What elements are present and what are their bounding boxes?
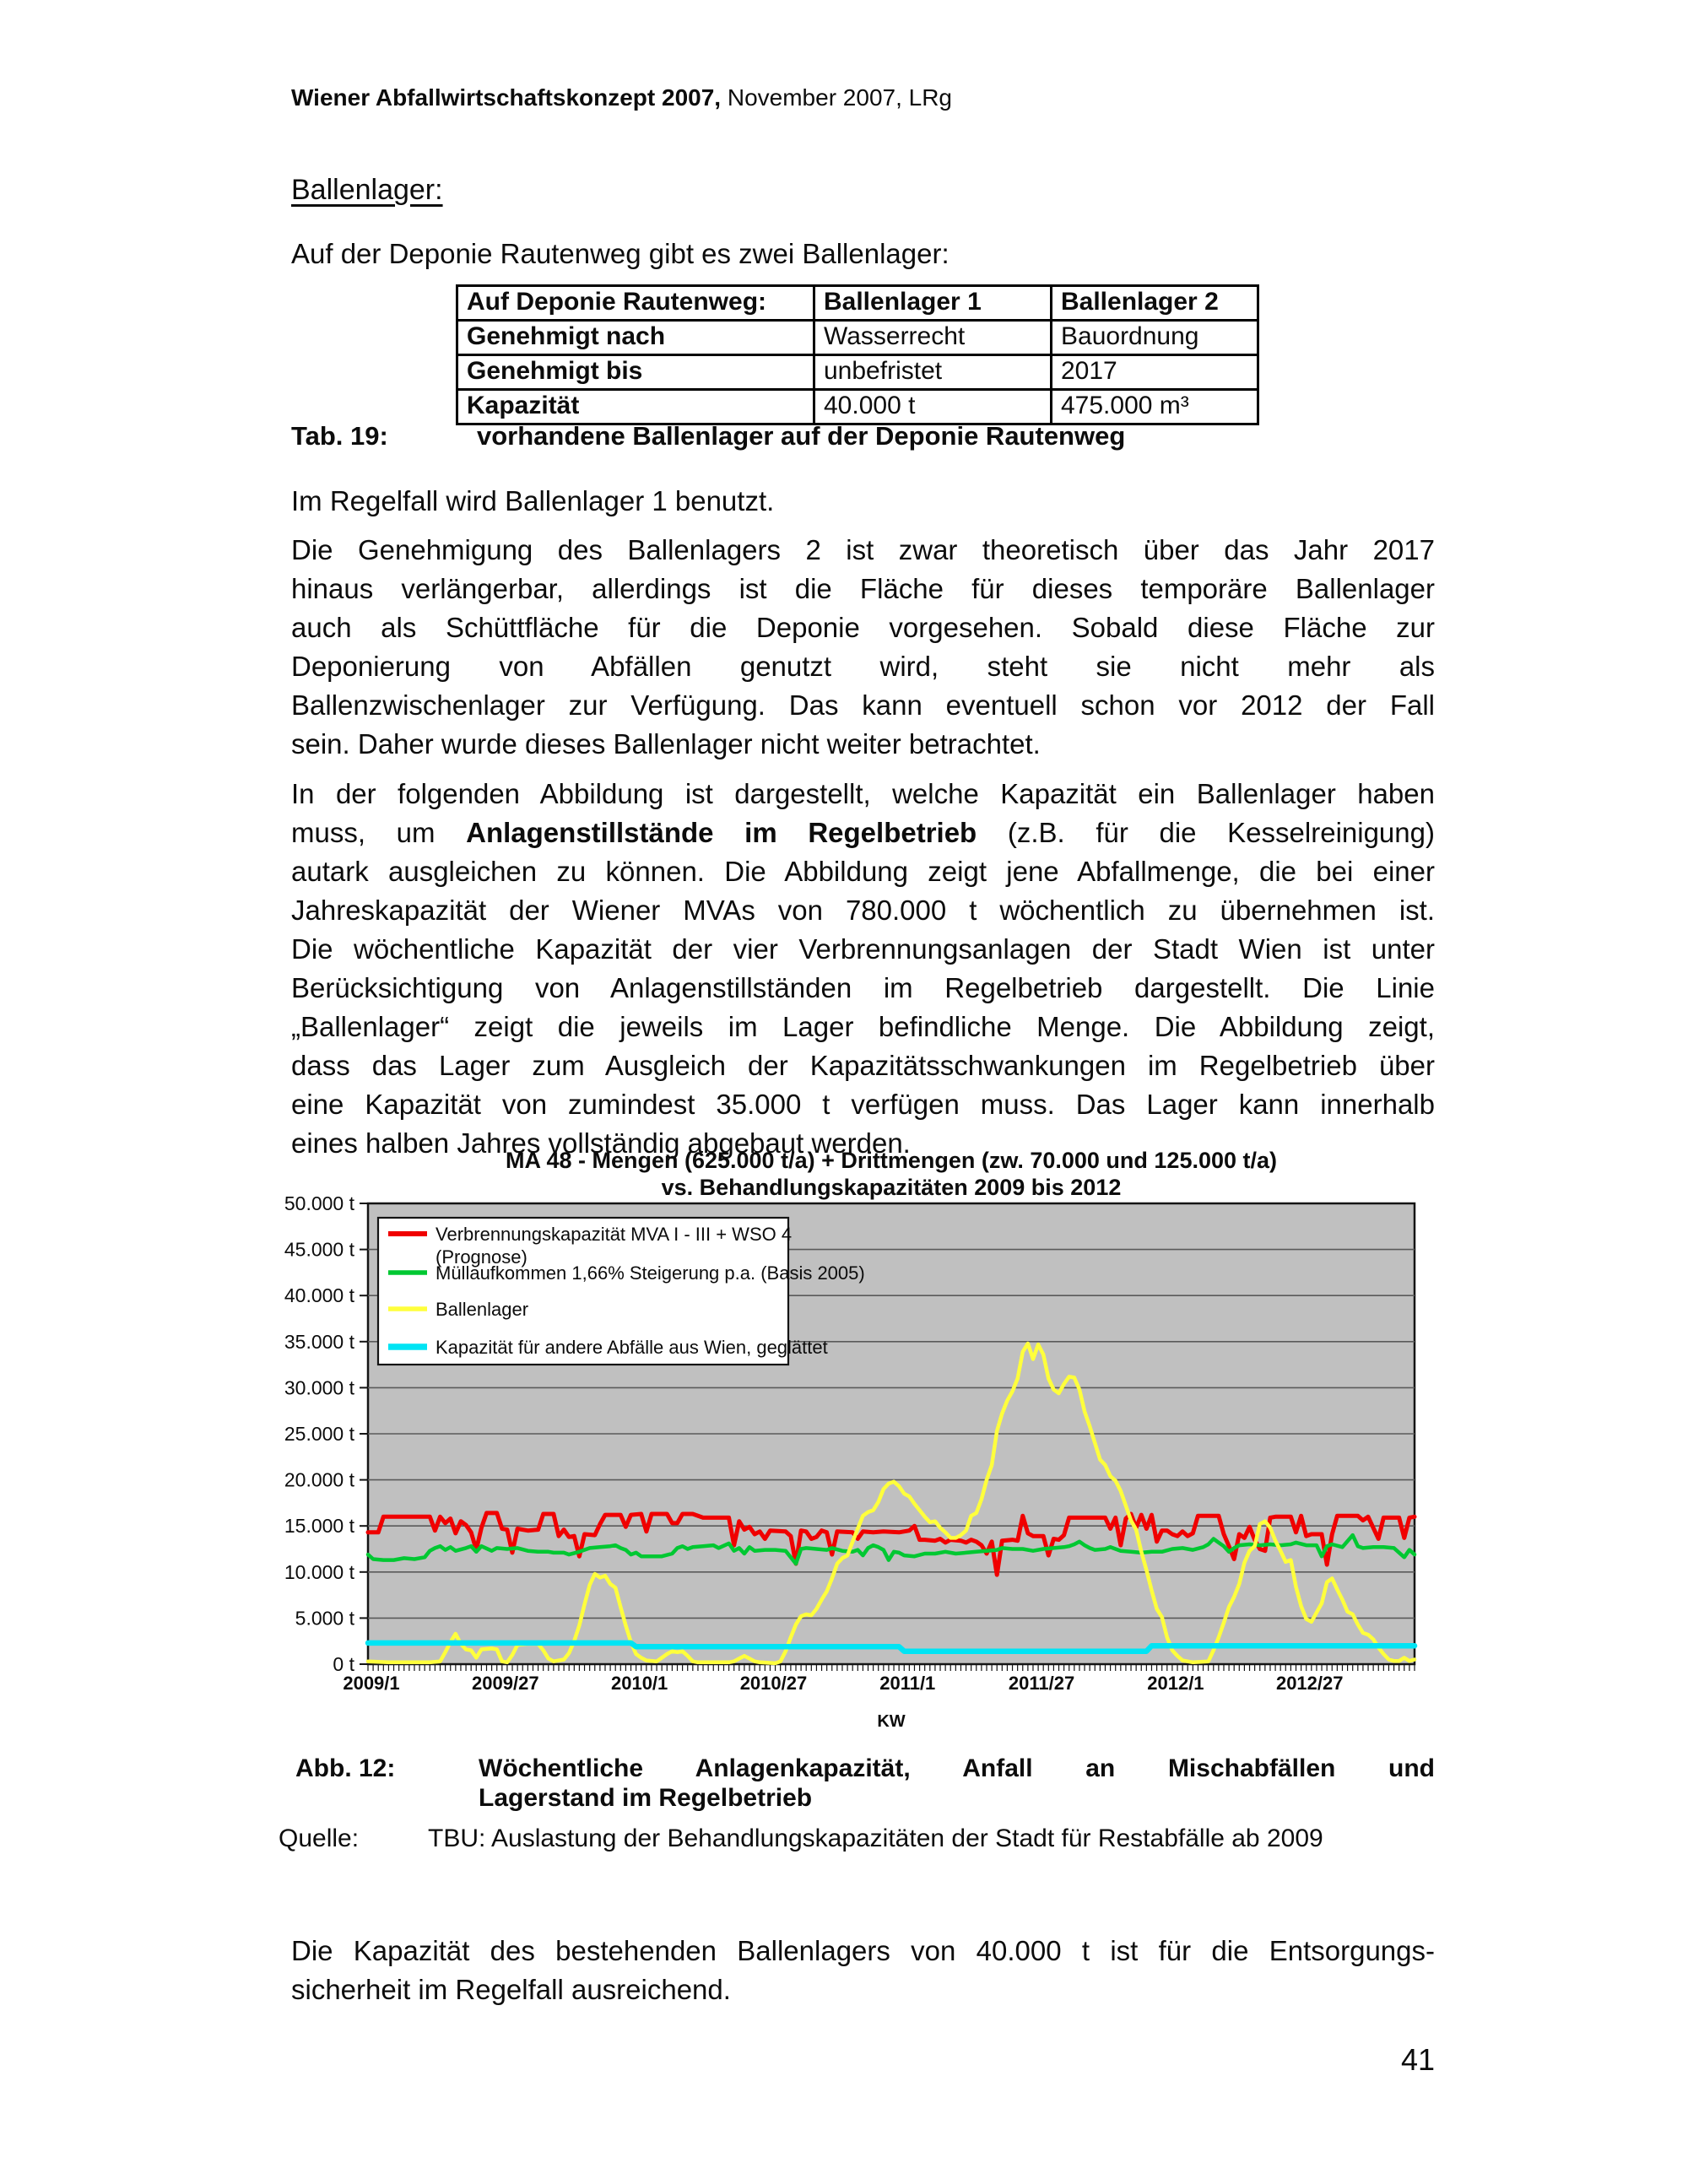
svg-text:2011/1: 2011/1 [879, 1673, 936, 1694]
svg-text:2012/1: 2012/1 [1147, 1673, 1204, 1694]
table-caption [291, 421, 1435, 451]
text-line: „Ballenlager“ zeigt die jeweils im Lager befindliche Menge. Die Abbildung zeigt, [291, 1011, 1435, 1042]
ballenlager-table [456, 284, 1259, 425]
svg-text:20.000 t: 20.000 t [284, 1468, 354, 1491]
header-suffix: November 2007, LRg [721, 84, 953, 111]
svg-text:2012/27: 2012/27 [1275, 1673, 1344, 1694]
paragraph-abbildung [291, 775, 1435, 1163]
text-line: hinaus verlängerbar, allerdings ist die Fläche für dieses temporäre Ballenlager [291, 573, 1435, 604]
svg-text:2009/1: 2009/1 [343, 1673, 400, 1694]
text-line: autark ausgleichen zu können. Die Abbildung zeigt jene Abfallmenge, die bei einer [291, 856, 1435, 887]
svg-text:30.000 t: 30.000 t [284, 1376, 354, 1399]
table-caption-label: Tab. 19: [291, 421, 388, 451]
text-line: Im Regelfall wird Ballenlager 1 benutzt. [291, 485, 775, 516]
ballenlager-table-wrap [456, 284, 1259, 425]
table-cell: 40.000 t [814, 390, 1052, 424]
paragraph-regelfall [291, 482, 1435, 521]
legend-label: Müllaufkommen 1,66% Steigerung p.a. (Basis 2005) [436, 1262, 865, 1284]
svg-text:vs. Behandlungskapazitäten 200: vs. Behandlungskapazitäten 2009 bis 2012 [661, 1175, 1122, 1200]
text-line: Wöchentliche Anlagenkapazität, Anfall an Mischabfällen und [479, 1754, 1435, 1782]
table-cell: 2017 [1052, 355, 1258, 390]
svg-text:2010/27: 2010/27 [739, 1673, 808, 1694]
table-cell: Kapazität [457, 390, 814, 424]
closing-paragraph [291, 1932, 1435, 2009]
text-line: sein. Daher wurde dieses Ballenlager nicht weiter betrachtet. [291, 728, 1041, 760]
text-line: eines halben Jahres vollständig abgebaut werden. [291, 1127, 911, 1159]
svg-text:15.000 t: 15.000 t [284, 1515, 354, 1538]
legend-label: Kapazität für andere Abfälle aus Wien, geglättet [436, 1337, 828, 1358]
text-line: Lagerstand im Regelbetrieb [479, 1784, 813, 1812]
source-label: Quelle: [279, 1825, 360, 1852]
table-row [457, 355, 1258, 390]
text-line: sicherheit im Regelfall ausreichend. [291, 1974, 731, 2005]
chart-title [506, 1148, 1277, 1200]
svg-text:2011/27: 2011/27 [1008, 1673, 1075, 1694]
table-caption-text: vorhandene Ballenlager auf der Deponie Rautenweg [477, 421, 1126, 451]
svg-text:5.000 t: 5.000 t [295, 1607, 354, 1630]
text-line: Die Kapazität des bestehenden Ballenlagers von 40.000 t ist für die Entsorgungs- [291, 1935, 1435, 1966]
source-line [279, 1825, 1323, 1853]
text-line: auch als Schüttfläche für die Deponie vorgesehen. Sobald diese Fläche zur [291, 612, 1435, 643]
svg-text:2010/1: 2010/1 [610, 1673, 668, 1694]
table-cell: Genehmigt bis [457, 355, 814, 390]
legend-label: Verbrennungskapazität MVA I - III + WSO 4 (Prognose) [436, 1224, 793, 1268]
figure-caption-text [479, 1754, 1435, 1813]
svg-text:45.000 t: 45.000 t [284, 1238, 354, 1261]
figure-caption [295, 1754, 1435, 1813]
table-row [457, 390, 1258, 424]
svg-text:10.000 t: 10.000 t [284, 1560, 354, 1583]
table-row [457, 321, 1258, 355]
svg-text:25.000 t: 25.000 t [284, 1423, 354, 1445]
section-heading: Ballenlager: [291, 174, 443, 206]
svg-text:40.000 t: 40.000 t [284, 1284, 354, 1307]
page-header [291, 84, 952, 111]
table-cell: Bauordnung [1052, 321, 1258, 355]
text-line: Die wöchentliche Kapazität der vier Verbrennungsanlagen der Stadt Wien ist unter [291, 933, 1435, 965]
table-cell: Genehmigt nach [457, 321, 814, 355]
text-line: Ballenzwischenlager zur Verfügung. Das kann eventuell schon vor 2012 der Fall [291, 689, 1435, 721]
svg-text:2009/27: 2009/27 [472, 1673, 539, 1694]
intro-text: Auf der Deponie Rautenweg gibt es zwei Ballenlager: [291, 238, 950, 269]
table-cell: unbefristet [814, 355, 1052, 390]
figure-area [0, 1114, 1688, 1755]
table-cell: Wasserrecht [814, 321, 1052, 355]
capacity-chart [0, 1114, 1688, 1755]
svg-text:0 t: 0 t [333, 1653, 354, 1675]
svg-text:50.000 t: 50.000 t [284, 1192, 354, 1214]
table-header-cell: Ballenlager 2 [1052, 286, 1258, 321]
svg-text:MA 48 - Mengen (625.000 t/a) +: MA 48 - Mengen (625.000 t/a) + Drittmengen (zw. 70.000 und 125.000 t/a) [505, 1148, 1278, 1173]
svg-text:35.000 t: 35.000 t [284, 1330, 354, 1353]
table-header-cell: Ballenlager 1 [814, 286, 1052, 321]
x-axis [343, 1665, 1415, 1694]
text-line: In der folgenden Abbildung ist dargestellt, welche Kapazität ein Ballenlager haben [291, 778, 1435, 809]
y-axis [284, 1192, 368, 1675]
table-header-cell: Auf Deponie Rautenweg: [457, 286, 814, 321]
text-line: Deponierung von Abfällen genutzt wird, steht sie nicht mehr als [291, 651, 1435, 682]
source-text: TBU: Auslastung der Behandlungskapazitäten der Stadt für Restabfälle ab 2009 [428, 1825, 1323, 1852]
text-line: muss, um Anlagenstillstände im Regelbetrieb (z.B. für die Kesselreinigung) [291, 817, 1435, 848]
text-line: dass das Lager zum Ausgleich der Kapazitätsschwankungen im Regelbetrieb über [291, 1050, 1435, 1081]
table-cell: 475.000 m³ [1052, 390, 1258, 424]
page-number: 41 [1400, 2042, 1435, 2077]
legend-label: Ballenlager [436, 1299, 529, 1320]
x-axis-unit-label: KW [877, 1712, 906, 1731]
text-line: Die Genehmigung des Ballenlagers 2 ist zwar theoretisch über das Jahr 2017 [291, 534, 1435, 565]
text-line: Berücksichtigung von Anlagenstillständen im Regelbetrieb dargestellt. Die Linie [291, 972, 1435, 1003]
figure-caption-label: Abb. 12: [295, 1754, 396, 1782]
text-line: eine Kapazität von zumindest 35.000 t verfügen muss. Das Lager kann innerhalb [291, 1089, 1435, 1120]
paragraph-genehmigung [291, 531, 1435, 764]
header-title: Wiener Abfallwirtschaftskonzept 2007, [291, 84, 722, 111]
text-line: Jahreskapazität der Wiener MVAs von 780.000 t wöchentlich zu übernehmen ist. [291, 895, 1435, 926]
